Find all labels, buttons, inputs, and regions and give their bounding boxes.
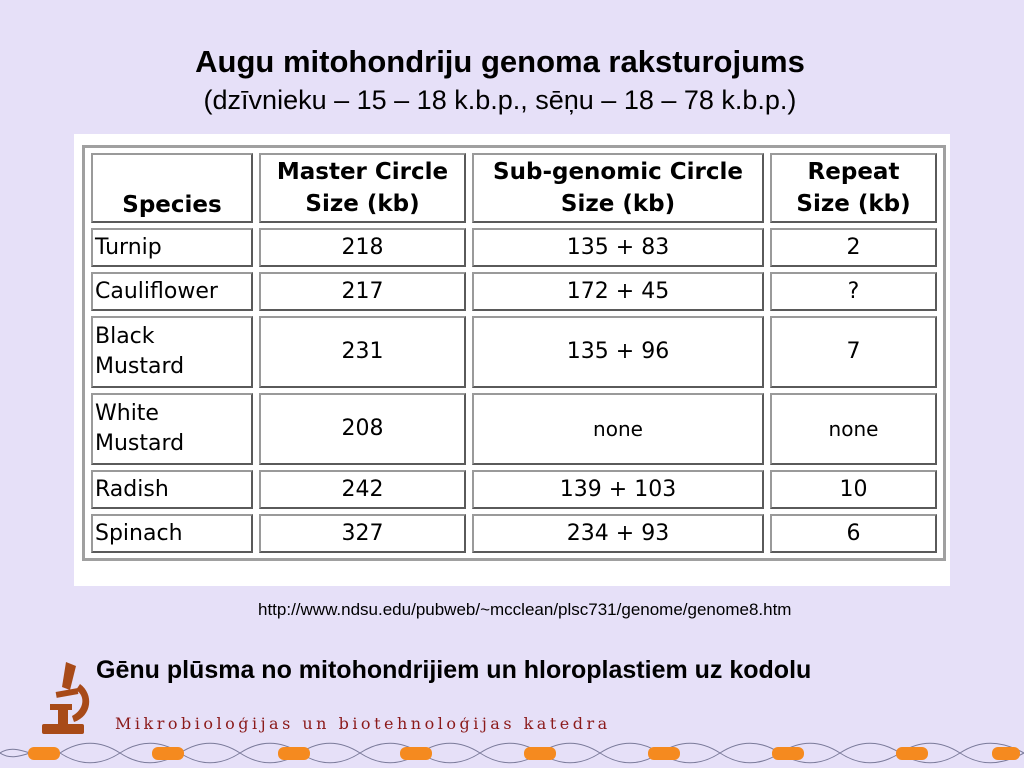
species-name: Spinach	[95, 520, 183, 546]
cell-repeat: ?	[770, 272, 937, 311]
cell-repeat: 10	[770, 470, 937, 509]
table-row	[91, 470, 937, 509]
header-sub-line1: Sub-genomic Circle	[493, 159, 743, 185]
species-name-line1: White	[95, 401, 159, 426]
cell-repeat: 6	[770, 514, 937, 553]
cell-repeat: 7	[770, 316, 937, 388]
microscope-icon	[36, 660, 96, 740]
header-master-circle	[259, 153, 466, 223]
cell-sub: 234 + 93	[472, 514, 764, 553]
species-name-line2: Mustard	[95, 354, 185, 379]
cell-sub: 135 + 83	[472, 228, 764, 267]
cell-master: 242	[259, 470, 466, 509]
header-repeat-line1: Repeat	[807, 159, 900, 185]
species-name-line1: Black	[95, 324, 155, 349]
cell-master: 217	[259, 272, 466, 311]
header-species-label: Species	[122, 192, 222, 218]
table-row	[91, 393, 937, 465]
cell-species	[91, 316, 253, 388]
cell-sub: 135 + 96	[472, 316, 764, 388]
genome-table	[82, 145, 946, 561]
table-image	[74, 134, 950, 586]
cell-sub: 172 + 45	[472, 272, 764, 311]
species-name: Radish	[95, 476, 169, 502]
header-sub-line2: Size (kb)	[560, 191, 676, 217]
title-block	[0, 42, 1000, 118]
slide-title: Augu mitohondriju genoma raksturojums	[195, 44, 805, 79]
cell-master: 327	[259, 514, 466, 553]
header-master-line2: Size (kb)	[305, 191, 420, 217]
bottom-title: Gēnu plūsma no mitohondrijiem un hloroplastiem uz kodolu	[96, 656, 812, 684]
department-name: Mikrobioloģijas un biotehnoloģijas katedra	[115, 714, 611, 733]
species-name: Turnip	[95, 234, 162, 260]
cell-species	[91, 393, 253, 465]
header-repeat	[770, 153, 937, 223]
cell-species	[91, 228, 253, 267]
cell-sub: 139 + 103	[472, 470, 764, 509]
cell-species	[91, 470, 253, 509]
slide-subtitle: (dzīvnieku – 15 – 18 k.b.p., sēņu – 18 – 78 k.b.p.)	[203, 85, 797, 115]
table-row	[91, 316, 937, 388]
table-header-row	[91, 153, 937, 223]
species-name: Cauliflower	[95, 278, 218, 304]
cell-repeat: 2	[770, 228, 937, 267]
cell-repeat: none	[770, 393, 937, 465]
table-row	[91, 514, 937, 553]
table-row	[91, 272, 937, 311]
cell-species	[91, 514, 253, 553]
header-master-line1: Master Circle	[276, 159, 449, 185]
cell-sub: none	[472, 393, 764, 465]
cell-master: 231	[259, 316, 466, 388]
header-repeat-line2: Size (kb)	[796, 191, 911, 217]
dna-chain-decoration	[0, 738, 1024, 768]
table-row	[91, 228, 937, 267]
cell-master: 208	[259, 393, 466, 465]
header-species	[91, 153, 253, 223]
cell-master: 218	[259, 228, 466, 267]
cell-species	[91, 272, 253, 311]
species-name-line2: Mustard	[95, 431, 185, 456]
source-url: http://www.ndsu.edu/pubweb/~mcclean/plsc731/genome/genome8.htm	[258, 600, 792, 619]
header-sub-genomic	[472, 153, 764, 223]
